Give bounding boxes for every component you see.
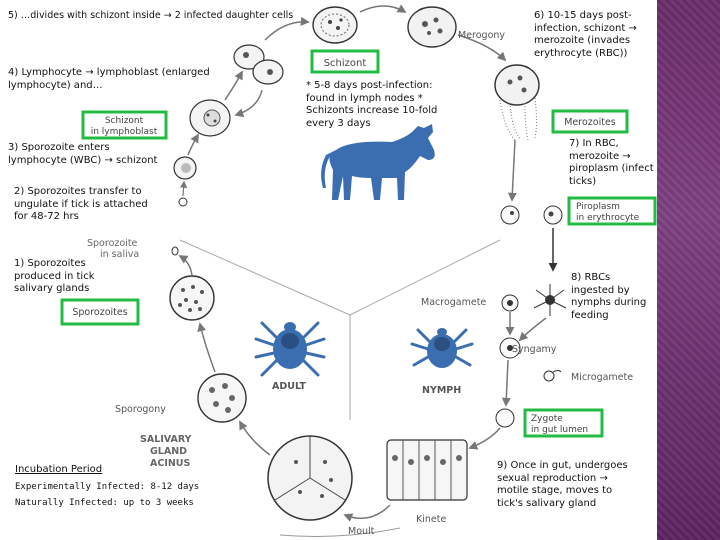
tick-adult-icon	[256, 322, 324, 375]
salivary-gland-acinus	[268, 436, 352, 520]
schizont-cell	[313, 7, 357, 43]
macrogamete-cell	[502, 295, 518, 311]
arrow-kinete-to-acinus	[345, 505, 390, 518]
gut-epithelium	[387, 440, 467, 500]
label-sporozoite-line1: Sporozoite	[87, 238, 138, 249]
label-box-schizont	[312, 51, 378, 72]
caption-step2: 2) Sporozoites transfer to ungulate if tick is attached for 48-72 hrs	[14, 186, 148, 222]
label-salivary-line1: SALIVARY	[140, 434, 192, 445]
arrow-gland-to-saliva	[180, 256, 192, 275]
label-box-zygote	[525, 410, 602, 436]
arrow-sporogony-to-gland	[200, 324, 215, 372]
arrow-daughter-to-schizont	[265, 22, 308, 40]
label-box-sporozoites	[62, 300, 138, 324]
arrow-syngamy-to-zygote	[506, 360, 508, 405]
label-piroplasm-line2: in erythrocyte	[576, 213, 640, 223]
sporogony-cell	[198, 374, 246, 422]
label-zygote-line2: in gut lumen	[531, 425, 589, 435]
label-syngamy: Syngamy	[512, 344, 557, 355]
saliva-sporozoite-dot	[172, 247, 178, 255]
label-salivary-line3: ACINUS	[150, 458, 191, 469]
label-schizont-lymphoblast-line2: in lymphoblast	[90, 127, 158, 137]
arrow-merozoite-to-rbc	[512, 140, 515, 200]
merogony-cell	[408, 7, 456, 47]
merozoites-release-cell	[495, 65, 539, 140]
caption-step7: 7) In RBC, merozoite → piroplasm (infect ticks)	[569, 138, 654, 187]
decorative-sidebar	[657, 0, 720, 540]
arrow-acinus-to-sporogony	[240, 422, 270, 455]
microgamete-single	[544, 371, 561, 382]
caption-step1: 1) Sporozoites produced in tick salivary glands	[14, 258, 95, 294]
arrow-schizont-merogony	[360, 6, 405, 12]
arrow-lymphocyte-to-lymphoblast	[188, 135, 198, 155]
label-box-schizont-lymphoblast	[83, 112, 166, 138]
zygote-cell	[496, 409, 514, 427]
microgamete-cluster	[534, 284, 566, 316]
caption-step6: 6) 10-15 days post-infection, schizont → merozoite (invades erythrocyte (RBC))	[534, 10, 637, 59]
label-merogony: Merogony	[458, 30, 506, 41]
label-microgamete: Microgamete	[571, 372, 634, 383]
label-box-merozoites	[553, 111, 627, 132]
lymphoblast-cell	[190, 100, 230, 136]
tick-nymph-icon	[412, 328, 472, 368]
label-schizont-lymphoblast-line1: Schizont	[104, 116, 144, 126]
label-schizont: Schizont	[323, 58, 367, 69]
rbc-piroplasm-cell	[544, 206, 562, 224]
sporozoite-small-cell	[179, 198, 187, 206]
caption-step3: 3) Sporozoite enters lymphocyte (WBC) → schizont	[8, 142, 158, 166]
caption-step4: 4) Lymphocyte → lymphoblast (enlarged lymphocyte) and…	[8, 67, 210, 91]
label-kinete: Kinete	[416, 514, 447, 525]
label-sporozoite-line2: in saliva	[100, 249, 140, 260]
lymphocyte-cell	[174, 157, 196, 179]
label-macrogamete: Macrogamete	[421, 297, 487, 308]
label-salivary-line2: GLAND	[150, 446, 188, 457]
label-sporogony: Sporogony	[115, 404, 166, 415]
incubation-natural: Naturally Infected: up to 3 weeks	[15, 498, 194, 508]
arrow-lymphoblast-to-daughter	[225, 72, 242, 100]
label-sporozoites: Sporozoites	[72, 307, 128, 318]
label-piroplasm-line1: Piroplasm	[576, 202, 620, 212]
caption-step9: 9) Once in gut, undergoes sexual reproduction → motile stage, moves to tick's salivary gland	[497, 460, 628, 509]
caption-step5: 5) …divides with schizont inside → 2 infected daughter cells	[8, 10, 294, 21]
label-box-piroplasm	[569, 198, 655, 224]
caption-step8: 8) RBCs ingested by nymphs during feeding	[571, 272, 647, 321]
incubation-title: Incubation Period	[15, 464, 103, 475]
label-merozoites: Merozoites	[564, 117, 616, 128]
rbc-merozoite-cell	[501, 206, 519, 224]
label-zygote-line1: Zygote	[531, 414, 563, 424]
arrow-zygote-to-gut	[470, 428, 500, 448]
arrow-micro-to-syngamy	[520, 318, 546, 340]
arrow-sporozoite-to-lymphocyte	[183, 182, 184, 196]
sporozoites-cell	[170, 276, 214, 320]
daughter-cells	[234, 45, 283, 84]
label-moult: Moult	[348, 526, 375, 537]
arrow-daughter-to-lymphoblast	[236, 90, 262, 115]
label-adult: ADULT	[272, 381, 306, 392]
cattle-icon	[321, 124, 435, 200]
incubation-experimental: Experimentally Infected: 8-12 days	[15, 482, 200, 492]
caption-note: * 5-8 days post-infection: found in lymph nodes * Schizonts increase 10-fold every 3 days	[306, 80, 438, 129]
label-nymph: NYMPH	[422, 385, 462, 396]
arrow-moult	[280, 528, 400, 536]
